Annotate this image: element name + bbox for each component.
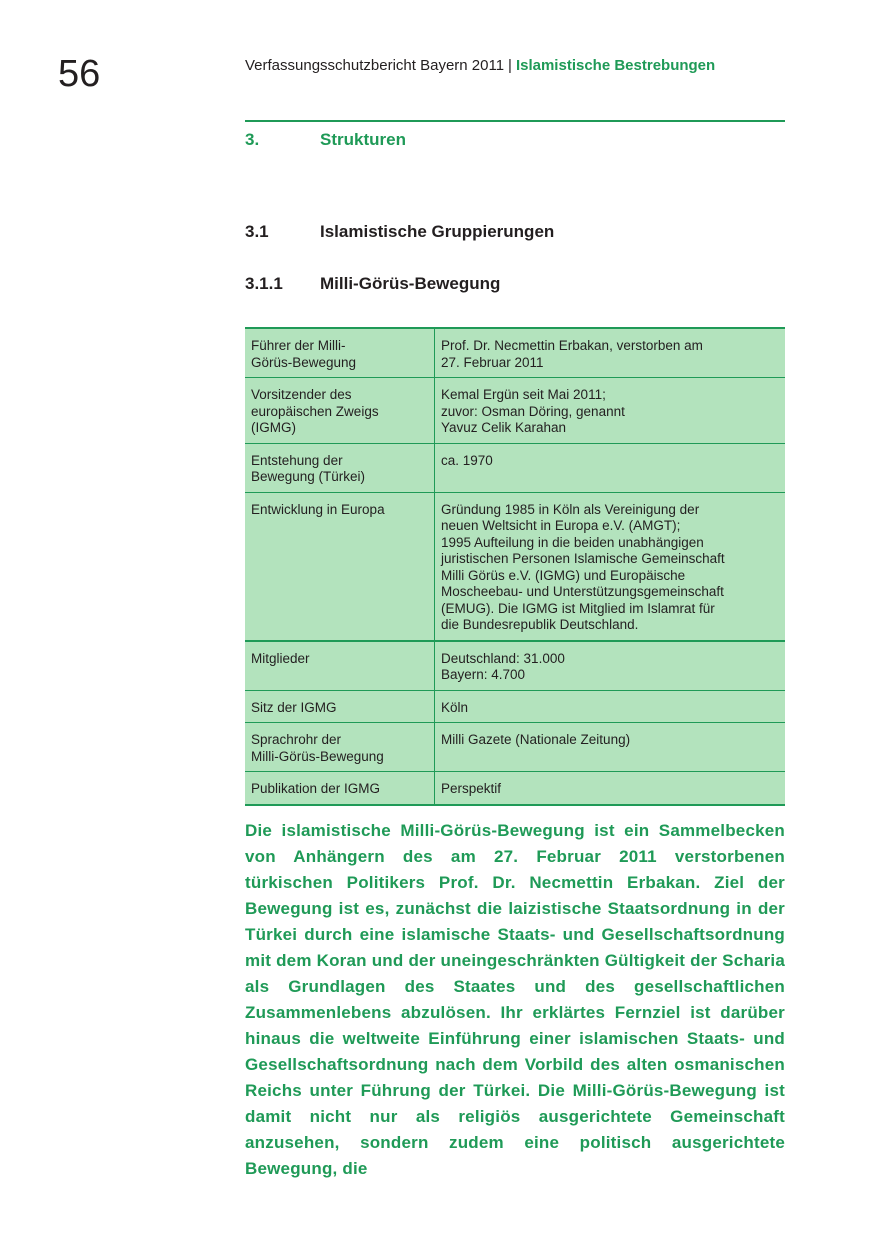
row-label: Vorsitzender des europäischen Zweigs (IGMG) bbox=[245, 378, 435, 444]
chapter-title: Islamistische Bestrebungen bbox=[515, 57, 716, 74]
row-value: Milli Gazete (Nationale Zeitung) bbox=[435, 723, 786, 772]
row-value: Prof. Dr. Necmettin Erbakan, verstorben am 27. Februar 2011 bbox=[435, 328, 786, 378]
row-label: Sprachrohr der Milli-Görüs-Bewegung bbox=[245, 723, 435, 772]
page-number: 56 bbox=[58, 53, 101, 95]
heading-3 bbox=[245, 130, 406, 150]
section-rule bbox=[245, 120, 785, 122]
table-row bbox=[245, 690, 785, 723]
row-label: Publikation der IGMG bbox=[245, 772, 435, 805]
row-value: ca. 1970 bbox=[435, 443, 786, 492]
body-paragraph: Die islamistische Milli-Görüs-Bewegung ist ein Sammelbecken von Anhängern des am 27. Februar 2011 verstorbenen türkischen Politikers Prof. Dr. Necmettin Erbakan. Ziel der Bewegung ist es, zunächst die laizistische Staatsordnung in der Türkei durch eine islamische Staats- und Gesellschaftsordnung mit dem Koran und der uneingeschränkten Gültigkeit der Scharia als Grundlagen des Staates und des gesellschaftlichen Zusammenlebens abzulösen. Ihr erklärtes Fernziel ist darüber hinaus die weltweite Einführung einer islamischen Staats- und Gesellschaftsordnung nach dem Vorbild des alten osmanischen Reichs unter Führung der Türkei. Die Milli-Görüs-Bewegung ist damit nicht nur als religiös ausgerichtete Gemeinschaft anzusehen, sondern zudem eine politisch ausgerichtete Bewegung, die bbox=[245, 821, 785, 1178]
table-row bbox=[245, 492, 785, 641]
header-separator: | bbox=[508, 57, 512, 74]
table-row bbox=[245, 328, 785, 378]
row-label: Entstehung der Bewegung (Türkei) bbox=[245, 443, 435, 492]
report-title: Verfassungsschutzbericht Bayern 2011 bbox=[245, 57, 505, 74]
fact-table bbox=[245, 327, 785, 806]
heading-number: 3.1.1 bbox=[245, 274, 283, 293]
heading-3-1-1 bbox=[245, 274, 500, 294]
heading-number: 3.1 bbox=[245, 222, 269, 241]
row-label: Mitglieder bbox=[245, 641, 435, 691]
table-row bbox=[245, 772, 785, 805]
heading-number: 3. bbox=[245, 130, 260, 149]
heading-text: Islamistische Gruppierungen bbox=[320, 222, 555, 241]
table-row bbox=[245, 443, 785, 492]
row-value: Perspektif bbox=[435, 772, 786, 805]
row-label: Führer der Milli- Görüs-Bewegung bbox=[245, 328, 435, 378]
row-value: Köln bbox=[435, 690, 786, 723]
heading-3-1 bbox=[245, 222, 554, 242]
heading-text: Milli-Görüs-Bewegung bbox=[320, 274, 501, 293]
running-header bbox=[245, 57, 715, 75]
row-label: Sitz der IGMG bbox=[245, 690, 435, 723]
row-value: Kemal Ergün seit Mai 2011; zuvor: Osman Döring, genannt Yavuz Celik Karahan bbox=[435, 378, 786, 444]
heading-text: Strukturen bbox=[320, 130, 406, 149]
table-row bbox=[245, 641, 785, 691]
table-row bbox=[245, 378, 785, 444]
table-row bbox=[245, 723, 785, 772]
row-value: Gründung 1985 in Köln als Vereinigung der neuen Weltsicht in Europa e.V. (AMGT); 1995 Aufteilung in die beiden unabhängigen juristischen Personen Islamische Gemeinschaft Milli Görüs e.V. (IGMG) und Europäische Moscheebau- und Unterstützungsgemeinschaft (EMUG). Die IGMG ist Mitglied im Islamrat für die Bundesrepublik Deutschland. bbox=[435, 492, 786, 641]
row-label: Entwicklung in Europa bbox=[245, 492, 435, 641]
row-value: Deutschland: 31.000 Bayern: 4.700 bbox=[435, 641, 786, 691]
